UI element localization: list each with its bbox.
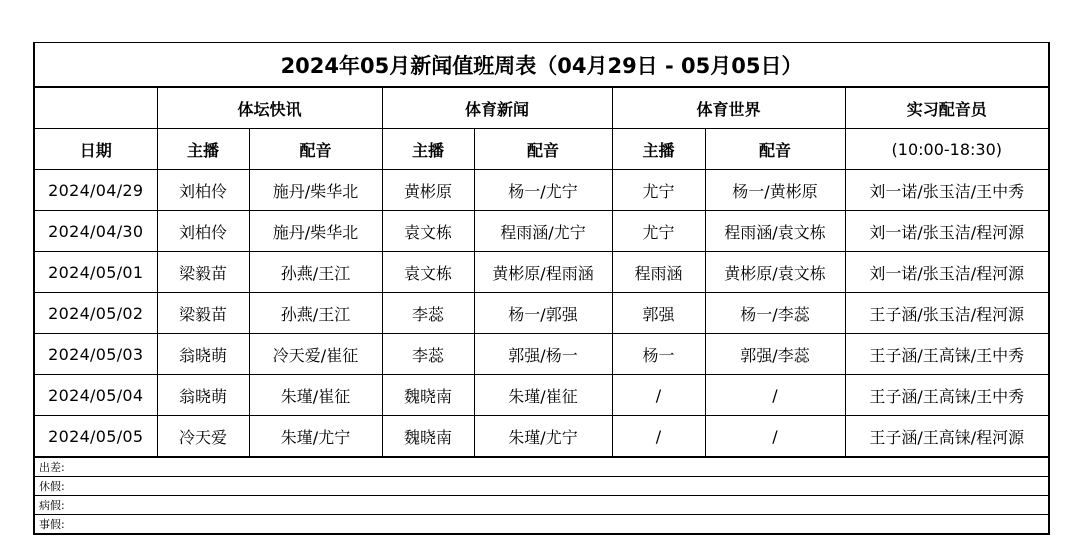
title-row bbox=[34, 43, 1049, 88]
date-header: 日期 bbox=[34, 129, 157, 170]
intern-cell: 王子涵/张玉洁/程河源 bbox=[845, 293, 1049, 334]
date-cell: 2024/05/03 bbox=[34, 334, 157, 375]
anchor-cell: 袁文栋 bbox=[382, 211, 474, 252]
dubbing-cell: 冷天爱/崔征 bbox=[249, 334, 382, 375]
dubbing-cell: 朱瑾/尤宁 bbox=[474, 416, 612, 458]
anchor-cell: 杨一 bbox=[612, 334, 705, 375]
group-header-row bbox=[34, 87, 1049, 129]
group-header-intern-dubbers: 实习配音员 bbox=[845, 87, 1049, 129]
date-cell: 2024/05/02 bbox=[34, 293, 157, 334]
empty-corner-cell bbox=[34, 87, 157, 129]
dubbing-cell: 黄彬原/程雨涵 bbox=[474, 252, 612, 293]
anchor-cell: 尤宁 bbox=[612, 170, 705, 211]
note-sick-leave: 病假: bbox=[34, 496, 1049, 515]
table-row bbox=[34, 293, 1049, 334]
anchor-cell: 李蕊 bbox=[382, 334, 474, 375]
date-cell: 2024/05/01 bbox=[34, 252, 157, 293]
table-row bbox=[34, 334, 1049, 375]
anchor-cell: 魏晓南 bbox=[382, 375, 474, 416]
anchor-cell: 尤宁 bbox=[612, 211, 705, 252]
anchor-cell: 翁晓萌 bbox=[157, 334, 249, 375]
anchor-cell: 梁毅苗 bbox=[157, 252, 249, 293]
anchor-cell: 翁晓萌 bbox=[157, 375, 249, 416]
table-row bbox=[34, 211, 1049, 252]
note-personal-leave: 事假: bbox=[34, 515, 1049, 535]
date-cell: 2024/04/29 bbox=[34, 170, 157, 211]
date-cell: 2024/04/30 bbox=[34, 211, 157, 252]
dubbing-header: 配音 bbox=[474, 129, 612, 170]
note-row bbox=[34, 477, 1049, 496]
duty-schedule-table bbox=[33, 42, 1050, 535]
note-row bbox=[34, 496, 1049, 515]
anchor-header: 主播 bbox=[382, 129, 474, 170]
intern-cell: 王子涵/王高铼/程河源 bbox=[845, 416, 1049, 458]
anchor-cell: 李蕊 bbox=[382, 293, 474, 334]
dubbing-header: 配音 bbox=[249, 129, 382, 170]
anchor-cell: 刘柏伶 bbox=[157, 211, 249, 252]
date-cell: 2024/05/05 bbox=[34, 416, 157, 458]
intern-cell: 王子涵/王高铼/王中秀 bbox=[845, 375, 1049, 416]
group-header-sports-world: 体育世界 bbox=[612, 87, 845, 129]
dubbing-cell: 黄彬原/袁文栋 bbox=[705, 252, 845, 293]
dubbing-cell: 朱瑾/尤宁 bbox=[249, 416, 382, 458]
anchor-cell: 刘柏伶 bbox=[157, 170, 249, 211]
table-row bbox=[34, 375, 1049, 416]
dubbing-cell: 孙燕/王江 bbox=[249, 252, 382, 293]
dubbing-cell: 施丹/柴华北 bbox=[249, 211, 382, 252]
dubbing-cell: / bbox=[705, 416, 845, 458]
dubbing-cell: 孙燕/王江 bbox=[249, 293, 382, 334]
intern-cell: 刘一诺/张玉洁/王中秀 bbox=[845, 170, 1049, 211]
dubbing-header: 配音 bbox=[705, 129, 845, 170]
dubbing-cell: 杨一/郭强 bbox=[474, 293, 612, 334]
table-row bbox=[34, 170, 1049, 211]
anchor-cell: 魏晓南 bbox=[382, 416, 474, 458]
dubbing-cell: 杨一/李蕊 bbox=[705, 293, 845, 334]
date-cell: 2024/05/04 bbox=[34, 375, 157, 416]
note-business-trip: 出差: bbox=[34, 457, 1049, 477]
dubbing-cell: 程雨涵/尤宁 bbox=[474, 211, 612, 252]
dubbing-cell: 郭强/李蕊 bbox=[705, 334, 845, 375]
dubbing-cell: 杨一/尤宁 bbox=[474, 170, 612, 211]
anchor-cell: 袁文栋 bbox=[382, 252, 474, 293]
dubbing-cell: 朱瑾/崔征 bbox=[249, 375, 382, 416]
table-row bbox=[34, 252, 1049, 293]
dubbing-cell: / bbox=[705, 375, 845, 416]
intern-cell: 刘一诺/张玉洁/程河源 bbox=[845, 252, 1049, 293]
schedule-title: 2024年05月新闻值班周表（04月29日 - 05月05日） bbox=[34, 43, 1049, 88]
intern-hours-header: (10:00-18:30) bbox=[845, 129, 1049, 170]
anchor-header: 主播 bbox=[157, 129, 249, 170]
sub-header-row bbox=[34, 129, 1049, 170]
intern-cell: 王子涵/王高铼/王中秀 bbox=[845, 334, 1049, 375]
dubbing-cell: 杨一/黄彬原 bbox=[705, 170, 845, 211]
anchor-cell: 郭强 bbox=[612, 293, 705, 334]
group-header-sports-news: 体育新闻 bbox=[382, 87, 612, 129]
note-vacation: 休假: bbox=[34, 477, 1049, 496]
dubbing-cell: 郭强/杨一 bbox=[474, 334, 612, 375]
dubbing-cell: 朱瑾/崔征 bbox=[474, 375, 612, 416]
anchor-cell: 程雨涵 bbox=[612, 252, 705, 293]
note-row bbox=[34, 457, 1049, 477]
anchor-cell: 冷天爱 bbox=[157, 416, 249, 458]
anchor-cell: / bbox=[612, 375, 705, 416]
note-row bbox=[34, 515, 1049, 535]
group-header-sports-flash: 体坛快讯 bbox=[157, 87, 382, 129]
table-row bbox=[34, 416, 1049, 458]
dubbing-cell: 施丹/柴华北 bbox=[249, 170, 382, 211]
intern-cell: 刘一诺/张玉洁/程河源 bbox=[845, 211, 1049, 252]
anchor-cell: 梁毅苗 bbox=[157, 293, 249, 334]
anchor-header: 主播 bbox=[612, 129, 705, 170]
anchor-cell: 黄彬原 bbox=[382, 170, 474, 211]
anchor-cell: / bbox=[612, 416, 705, 458]
dubbing-cell: 程雨涵/袁文栋 bbox=[705, 211, 845, 252]
